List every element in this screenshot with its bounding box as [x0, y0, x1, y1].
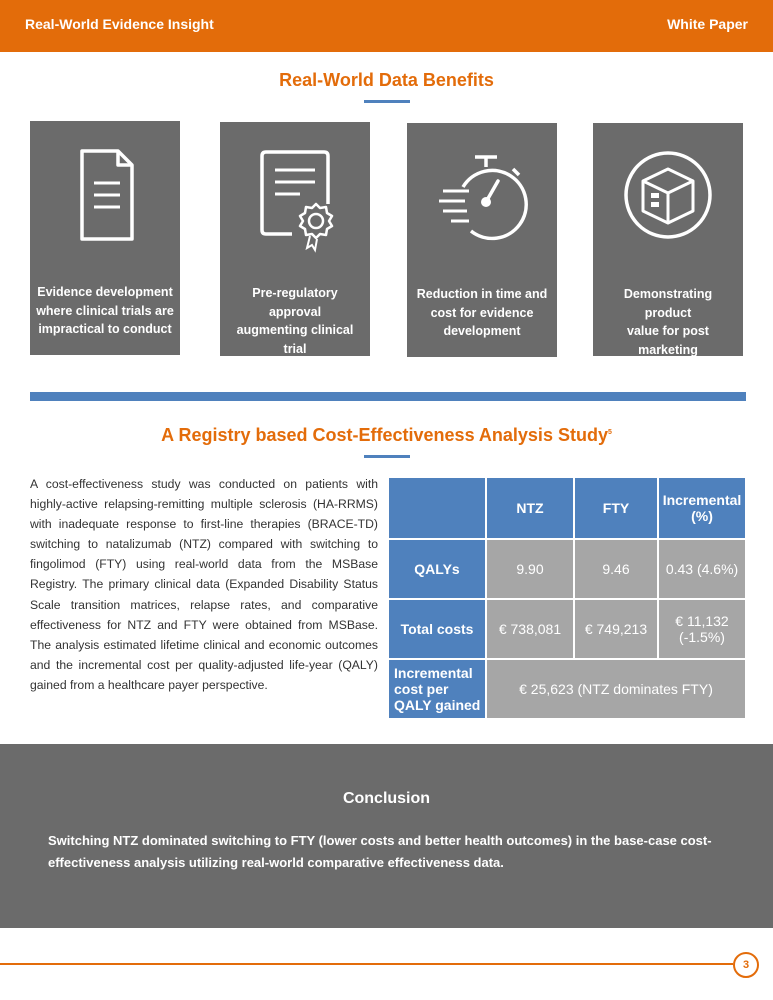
row-label: QALYs [389, 540, 485, 598]
product-box-icon [593, 123, 743, 273]
table-cell: 9.46 [575, 540, 657, 598]
table-header-row [389, 478, 745, 538]
stopwatch-icon [407, 123, 557, 273]
benefit-card-regulatory [220, 122, 370, 393]
table-cell: 9.90 [487, 540, 573, 598]
table-header: FTY [575, 478, 657, 538]
certificate-icon [220, 122, 370, 272]
table-header: NTZ [487, 478, 573, 538]
table-cell: € 749,213 [575, 600, 657, 658]
benefits-title-rule [364, 100, 410, 103]
benefit-card-text: Demonstrating product value for post marketing authorization [623, 287, 713, 375]
benefit-card-evidence [30, 121, 180, 355]
table-header: Incremental (%) [659, 478, 745, 538]
section-divider [30, 392, 746, 401]
table-row [389, 540, 745, 598]
study-footnote-ref: 5 [607, 429, 612, 436]
icer-value-cell: € 25,623 (NTZ dominates FTY) [487, 660, 745, 718]
benefit-card-text: Reduction in time and cost for evidence development [416, 287, 548, 338]
header-title: Real-World Evidence Insight [25, 16, 214, 32]
study-paragraph: A cost-effectiveness study was conducted on patients with highly-active relapsing-remitting multiple sclerosis (HA-RRMS) with inadequate response to first-line therapies (BRACE-TD) switching to natalizumab (NTZ) compared with switching to fingolimod (FTY) using real-world data from the MSBase Registry. The primary clinical data (Expanded Disability Status Scale transition matrices, relapse rates, and comparative effectiveness for NTZ and FTY were obtained from MSBase. The analysis estimated lifetime clinical and economic outcomes and the incremental cost per quality-adjusted life-year (QALY) gained from a healthcare payer perspective. [30, 477, 378, 692]
document-icon [30, 121, 180, 271]
table-cell: 0.43 (4.6%) [659, 540, 745, 598]
table-cell: € 11,132 (-1.5%) [659, 600, 745, 658]
benefit-card-text: Pre-regulatory approval augmenting clinical trial data with real world data [236, 286, 354, 393]
benefit-card-time-cost [407, 123, 557, 357]
row-label: Incremental cost per QALY gained [389, 660, 485, 718]
page-header [0, 0, 773, 52]
conclusion-text: Switching NTZ dominated switching to FTY (lower costs and better health outcomes) in the base-case cost-effectiveness analysis utilizing real-world comparative effectiveness data. [48, 833, 712, 870]
table-corner-cell [389, 478, 485, 538]
benefits-title: Real-World Data Benefits [279, 70, 494, 90]
benefit-card-text: Evidence development where clinical trials are impractical to conduct [36, 285, 174, 336]
study-title: A Registry based Cost-Effectiveness Analysis Study$^5$ [161, 425, 612, 445]
footer-rule [0, 963, 733, 965]
benefit-card-product-value [593, 123, 743, 375]
conclusion-panel [0, 744, 773, 928]
cost-effectiveness-table [387, 476, 747, 720]
page-number: 3 [733, 952, 759, 978]
table-row [389, 660, 745, 718]
study-title-rule [364, 455, 410, 458]
header-doc-type: White Paper [667, 16, 748, 32]
row-label: Total costs [389, 600, 485, 658]
table-cell: € 738,081 [487, 600, 573, 658]
conclusion-title: Conclusion [342, 790, 431, 807]
table-row [389, 600, 745, 658]
